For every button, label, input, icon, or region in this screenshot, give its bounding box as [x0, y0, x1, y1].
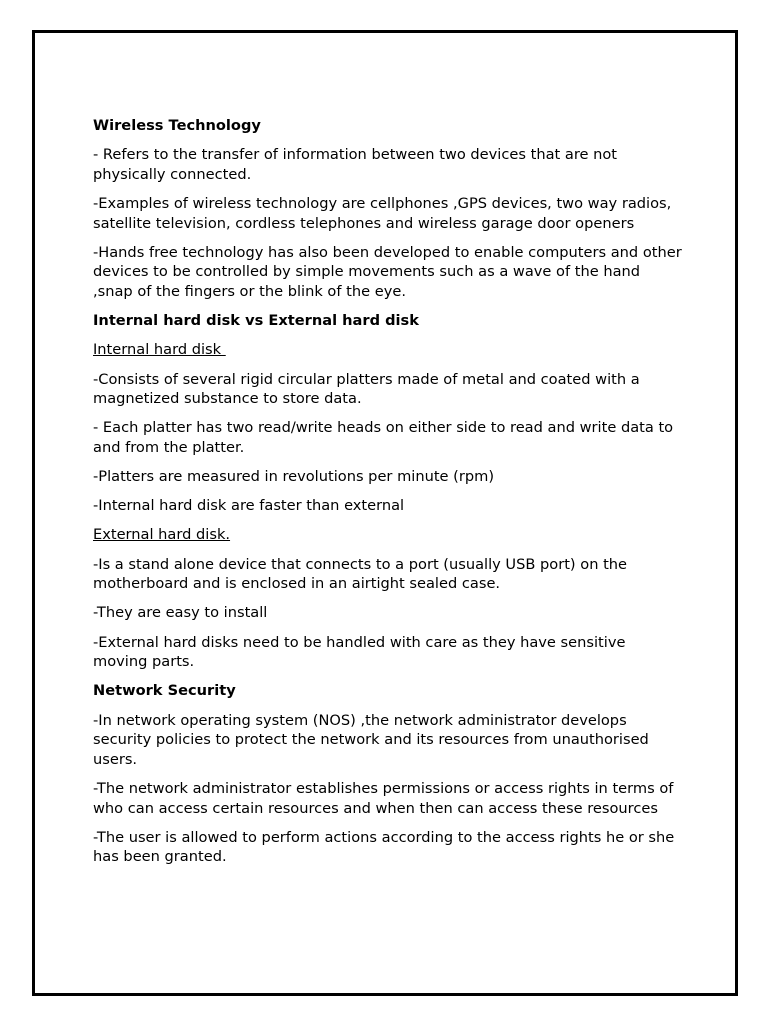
paragraph: -They are easy to install	[93, 604, 268, 622]
section-heading-wireless-technology: Wireless Technology	[93, 117, 261, 134]
section-heading-hard-disks: Internal hard disk vs External hard disk	[93, 312, 419, 330]
paragraph: -External hard disks need to be handled with care as they have sensitive moving parts.	[93, 633, 626, 671]
document-body	[93, 116, 683, 877]
paragraph: -Is a stand alone device that connects to a port (usually USB port) on the motherboard and is enclosed in an airtight sealed case.	[93, 555, 628, 593]
section-heading-network-security: Network Security	[93, 682, 236, 700]
subheading-text: Internal hard disk	[93, 341, 226, 359]
paragraph: -Internal hard disk are faster than external	[93, 497, 405, 515]
paragraph: -Platters are measured in revolutions per minute (rpm)	[93, 468, 495, 486]
paragraph: -Hands free technology has also been developed to enable computers and other devices to be controlled by simple movements such as a wave of the hand ,snap of the fingers or the blink of the eye.	[93, 243, 682, 300]
paragraph: -In network operating system (NOS) ,the network administrator develops security policies to protect the network and its resources from unauthorised users.	[93, 711, 649, 768]
paragraph: - Each platter has two read/write heads on either side to read and write data to and from the platter.	[93, 419, 674, 456]
paragraph: - Refers to the transfer of information between two devices that are not physically connected.	[93, 146, 618, 183]
subheading-text: External hard disk.	[93, 526, 231, 544]
paragraph: -Examples of wireless technology are cellphones ,GPS devices, two way radios, satellite television, cordless telephones and wireless garage door openers	[93, 194, 672, 232]
subheading-external-hard-disk	[93, 525, 683, 545]
paragraph: -The network administrator establishes permissions or access rights in terms of who can access certain resources and when then can access these resources	[93, 779, 674, 817]
paragraph: -Consists of several rigid circular platters made of metal and coated with a magnetized substance to store data.	[93, 370, 640, 408]
subheading-internal-hard-disk	[93, 340, 683, 360]
paragraph: -The user is allowed to perform actions according to the access rights he or she has been granted.	[93, 828, 675, 866]
